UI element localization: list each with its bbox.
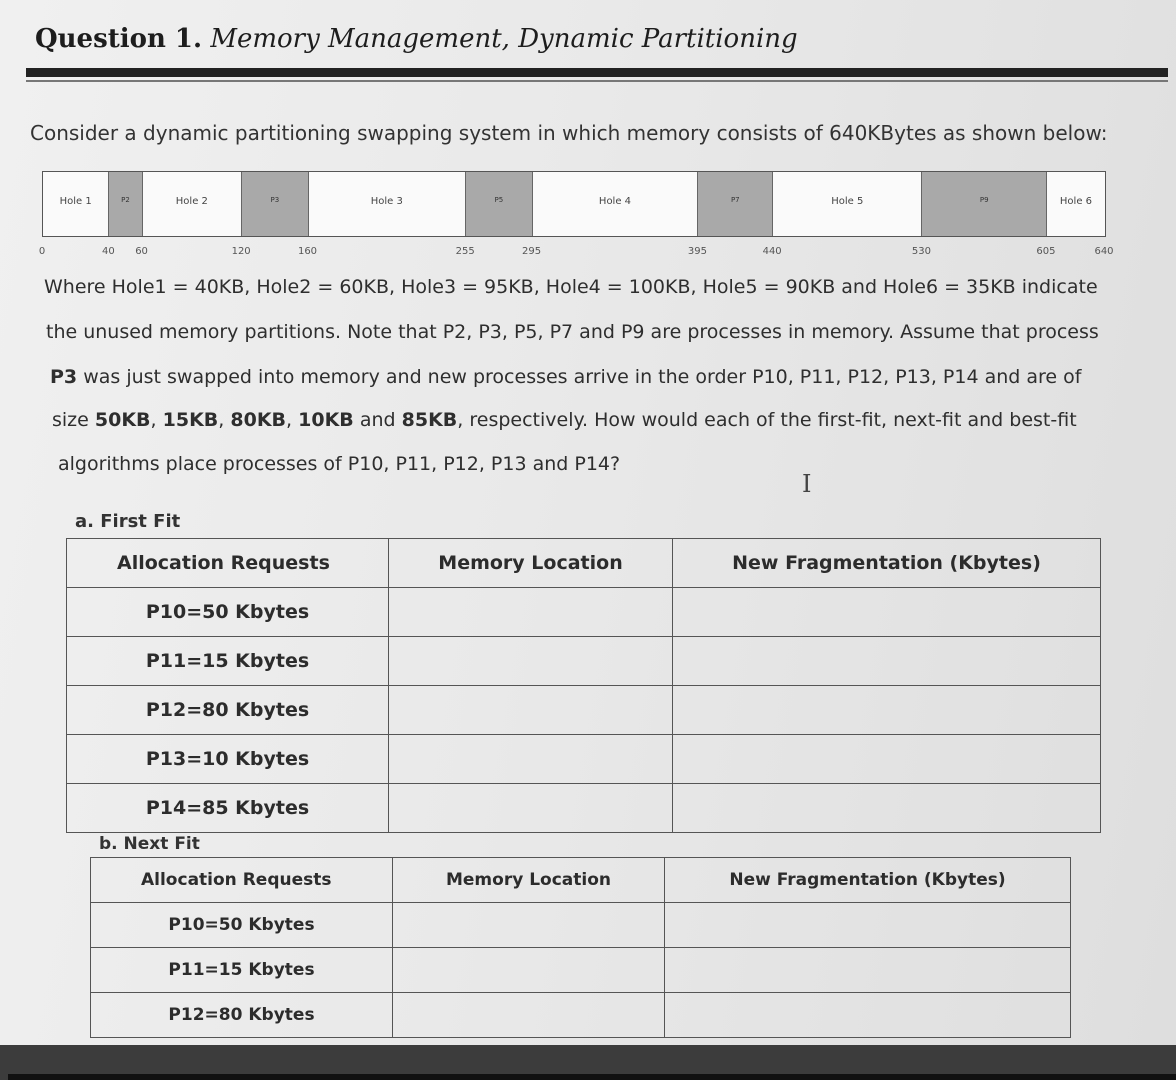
- description-line-4: size 50KB, 15KB, 80KB, 10KB and 85KB, respectively. How would each of the first-fit, next-fit and best-fit: [52, 409, 1077, 431]
- axis-tick-label: 0: [38, 246, 46, 257]
- intro-text: Consider a dynamic partitioning swapping system in which memory consists of 640KBytes as shown below:: [30, 121, 1108, 145]
- bezel-strip: [8, 1074, 1176, 1080]
- process-segment-p9: [922, 172, 1046, 236]
- next-fit-table: [90, 857, 1071, 1038]
- table-header-row: [67, 539, 1101, 588]
- next-fit-title: b. Next Fit: [99, 834, 200, 854]
- header-allocation-requests: Allocation Requests: [91, 858, 393, 903]
- table-row: [91, 948, 1071, 993]
- segment-label: Hole 5: [831, 196, 864, 207]
- request-cell: P13=10 Kbytes: [67, 735, 389, 784]
- fragmentation-cell[interactable]: [665, 993, 1071, 1038]
- memory-location-cell[interactable]: [389, 637, 673, 686]
- header-new-fragmentation: New Fragmentation (Kbytes): [665, 858, 1071, 903]
- monitor-bezel: [0, 1045, 1176, 1080]
- segment-label: P2: [121, 196, 130, 204]
- fragmentation-cell[interactable]: [673, 637, 1101, 686]
- table-row: [67, 637, 1101, 686]
- header-memory-location: Memory Location: [393, 858, 665, 903]
- header-new-fragmentation: New Fragmentation (Kbytes): [673, 539, 1101, 588]
- table-row: [67, 735, 1101, 784]
- fragmentation-cell[interactable]: [665, 948, 1071, 993]
- segment-label: Hole 1: [59, 196, 92, 207]
- hole-segment-hole-3: [309, 172, 467, 236]
- segment-label: Hole 6: [1059, 196, 1093, 207]
- request-cell: P12=80 Kbytes: [67, 686, 389, 735]
- description-line-5: algorithms place processes of P10, P11, P12, P13 and P14?: [58, 453, 621, 475]
- memory-location-cell[interactable]: [389, 588, 673, 637]
- segment-label: Hole 2: [175, 196, 208, 207]
- axis-tick-label: 605: [1036, 246, 1056, 257]
- memory-map: [42, 171, 1106, 237]
- table-row: [67, 784, 1101, 833]
- request-cell: P10=50 Kbytes: [91, 903, 393, 948]
- hole-segment-hole-5: [773, 172, 922, 236]
- axis-tick-label: 295: [521, 246, 542, 257]
- process-segment-p7: [698, 172, 773, 236]
- header-memory-location: Memory Location: [389, 539, 673, 588]
- axis-tick-label: 40: [102, 246, 115, 257]
- page-title: [35, 24, 798, 54]
- axis-tick-label: 530: [911, 246, 932, 257]
- fragmentation-cell[interactable]: [673, 588, 1101, 637]
- segment-label: P5: [494, 196, 504, 204]
- memory-location-cell[interactable]: [389, 784, 673, 833]
- fragmentation-cell[interactable]: [673, 784, 1101, 833]
- segment-label: Hole 4: [598, 196, 632, 207]
- description-line-2: the unused memory partitions. Note that P2, P3, P5, P7 and P9 are processes in memory. Assume that process: [46, 321, 1099, 343]
- text-cursor-icon: I: [802, 470, 812, 498]
- memory-location-cell[interactable]: [393, 903, 665, 948]
- request-cell: P11=15 Kbytes: [91, 948, 393, 993]
- description-line-3: P3 was just swapped into memory and new processes arrive in the order P10, P11, P12, P13, P14 and are of: [50, 366, 1082, 388]
- title-divider: [26, 68, 1168, 77]
- fragmentation-cell[interactable]: [673, 686, 1101, 735]
- table-row: [67, 588, 1101, 637]
- header-allocation-requests: Allocation Requests: [67, 539, 389, 588]
- memory-location-cell[interactable]: [389, 686, 673, 735]
- question-topic: Memory Management, Dynamic Partitioning: [210, 24, 798, 54]
- fragmentation-cell[interactable]: [665, 903, 1071, 948]
- highlight-p3: P3: [50, 366, 78, 388]
- axis-tick-label: 60: [135, 246, 148, 257]
- axis-tick-label: 440: [762, 246, 782, 257]
- table-row: [67, 686, 1101, 735]
- process-segment-p5: [466, 172, 532, 236]
- description-line-1: Where Hole1 = 40KB, Hole2 = 60KB, Hole3 = 95KB, Hole4 = 100KB, Hole5 = 90KB and Hole6 = 35KB indicate: [44, 276, 1098, 298]
- table-header-row: [91, 858, 1071, 903]
- axis-tick-label: 395: [687, 246, 707, 257]
- axis-tick-label: 640: [1094, 246, 1114, 257]
- hole-segment-hole-4: [533, 172, 699, 236]
- title-divider-thin: [26, 80, 1168, 82]
- table-row: [91, 993, 1071, 1038]
- memory-location-cell[interactable]: [393, 993, 665, 1038]
- segment-label: P9: [979, 196, 989, 204]
- fragmentation-cell[interactable]: [673, 735, 1101, 784]
- memory-axis: [38, 246, 1114, 262]
- question-number: Question 1.: [35, 24, 203, 54]
- first-fit-table: [66, 538, 1101, 833]
- axis-tick-label: 120: [231, 246, 251, 257]
- request-cell: P11=15 Kbytes: [67, 637, 389, 686]
- memory-location-cell[interactable]: [389, 735, 673, 784]
- hole-segment-hole-2: [143, 172, 243, 236]
- hole-segment-hole-6: [1047, 172, 1105, 236]
- hole-segment-hole-1: [43, 172, 109, 236]
- process-segment-p2: [109, 172, 142, 236]
- segment-label: P3: [270, 196, 280, 204]
- axis-tick-label: 160: [297, 246, 318, 257]
- segment-label: P7: [730, 196, 740, 204]
- first-fit-title: a. First Fit: [75, 511, 181, 532]
- memory-location-cell[interactable]: [393, 948, 665, 993]
- request-cell: P10=50 Kbytes: [67, 588, 389, 637]
- process-segment-p3: [242, 172, 308, 236]
- table-row: [91, 903, 1071, 948]
- request-cell: P14=85 Kbytes: [67, 784, 389, 833]
- request-cell: P12=80 Kbytes: [91, 993, 393, 1038]
- axis-tick-label: 255: [455, 246, 475, 257]
- segment-label: Hole 3: [370, 196, 403, 207]
